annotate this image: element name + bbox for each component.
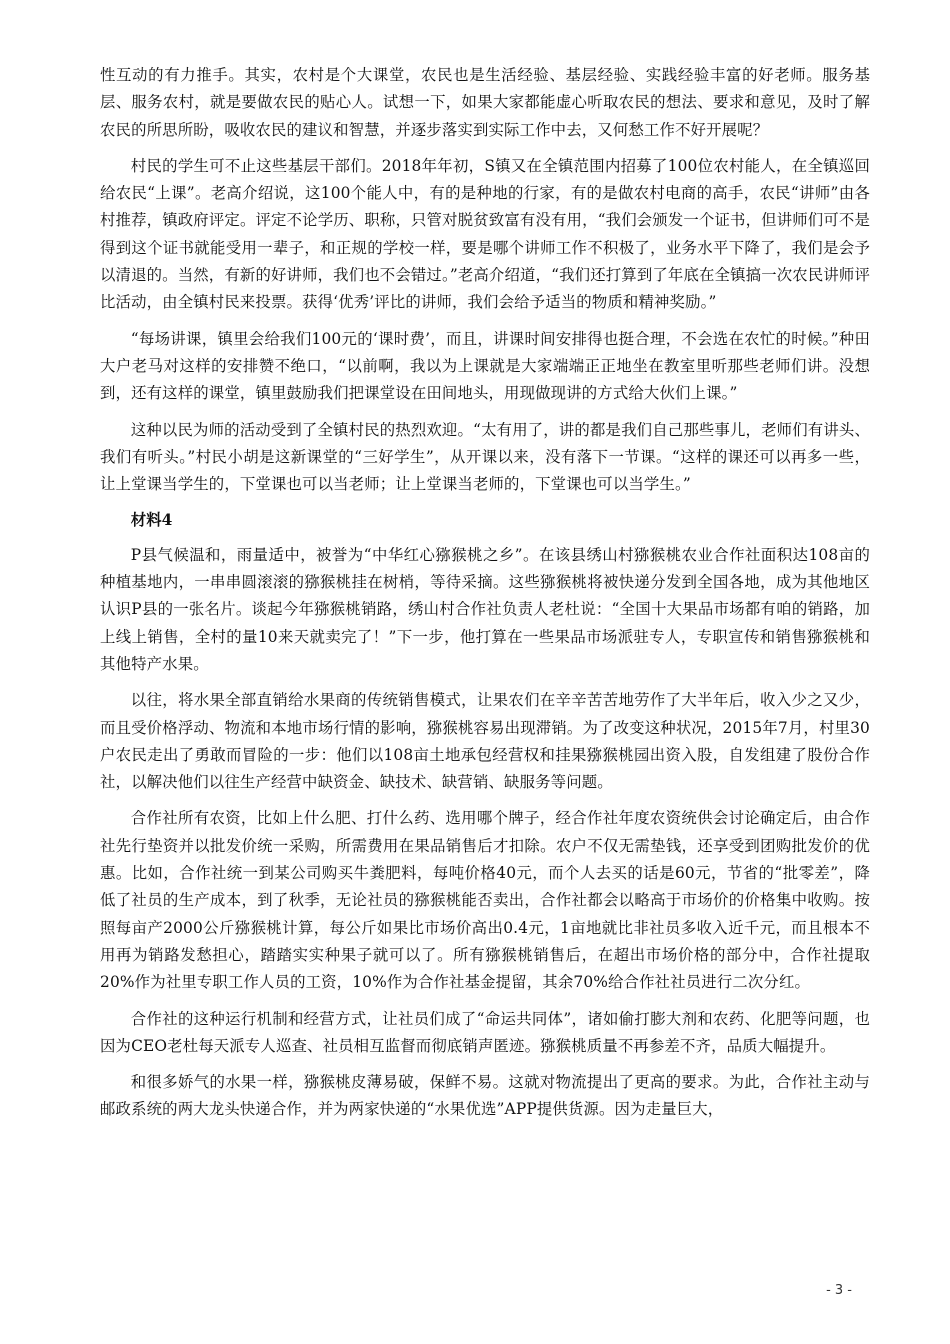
paragraph-lecture-fee: “每场讲课，镇里会给我们100元的‘课时费’，而且，讲课时间安排得也挺合理，不会选在农忙的时候。”种田大户老马对这样的安排赞不绝口，“以前啊，我以为上课就是大家端端正正地坐在教室里听那些老师们讲。没想到，还有这样的课堂，镇里鼓励我们把课堂设在田间地头，用现做现讲的方式给大伙们上课。”	[100, 329, 870, 403]
paragraph-cooperative-founding: 以往，将水果全部直销给水果商的传统销售模式，让果农们在辛辛苦苦地劳作了大半年后，收入少之又少，而且受价格浮动、物流和本地市场行情的影响，猕猴桃容易出现滞销。为了改变这种状况，2015年7月，村里30户农民走出了勇敢而冒险的一步：他们以108亩土地承包经营权和挂果猕猴桃园出资入股，自发组建了股份合作社，以解决他们以往生产经营中缺资金、缺技术、缺营销、缺服务等问题。	[100, 691, 870, 792]
section-heading: 材料4	[130, 511, 173, 530]
paragraph-logistics: 和很多娇气的水果一样，猕猴桃皮薄易破，保鲜不易。这就对物流提出了更高的要求。为此，合作社主动与邮政系统的两大龙头快递合作，并为两家快递的“水果优选”APP提供货源。因为走量巨大，	[100, 1073, 870, 1119]
paragraph-community-of-destiny: 合作社的这种运行机制和经营方式，让社员们成了“命运共同体”，诸如偷打膨大剂和农药、化肥等问题，也因为CEO老杜每天派专人巡查、社员相互监督而彻底销声匿迹。猕猴桃质量不再参差不齐，品质大幅提升。	[100, 1009, 870, 1055]
page-number: - 3 -	[826, 1283, 852, 1298]
paragraph-villager-welcome: 这种以民为师的活动受到了全镇村民的热烈欢迎。“太有用了，讲的都是我们自己那些事儿，老师们有讲头、我们有听头。”村民小胡是这新课堂的“三好学生”，从开课以来，没有落下一节课。“这样的课还可以再多一些，让上堂课当学生的，下堂课也可以当老师；让上堂课当老师的，下堂课也可以当学生。”	[100, 420, 870, 494]
paragraph-kiwifruit-base: P县气候温和，雨量适中，被誉为“中华红心猕猴桃之乡”。在该县绣山村猕猴桃农业合作社面积达108亩的种植基地内，一串串圆滚滚的猕猴桃挂在树梢，等待采摘。这些猕猴桃将被快递分发到全国各地，成为其他地区认识P县的一张名片。谈起今年猕猴桃销路，绣山村合作社负责人老杜说：“全国十大果品市场都有咱的销路，加上线上销售，全村的量10来天就卖完了！”下一步，他打算在一些果品市场派驻专人，专职宣传和销售猕猴桃和其他特产水果。	[100, 545, 870, 673]
paragraph-cooperative-purchasing: 合作社所有农资，比如上什么肥、打什么药、选用哪个牌子，经合作社年度农资统供会讨论确定后，由合作社先行垫资并以批发价统一采购，所需费用在果品销售后才扣除。农户不仅无需垫钱，还享受到团购批发价的优惠。比如，合作社统一到某公司购买牛粪肥料，每吨价格40元，而个人去买的话是60元，节省的“批零差”，降低了社员的生产成本，到了秋季，无论社员的猕猴桃能否卖出，合作社都会以略高于市场价的价格集中收购。按照每亩产2000公斤猕猴桃计算，每公斤如果比市场价高出0.4元，1亩地就比非社员多收入近千元，而且根本不用再为销路发愁担心，踏踏实实种果子就可以了。所有猕猴桃销售后，在超出市场价格的部分中，合作社提取20%作为社里专职工作人员的工资，10%作为合作社基金提留，其余70%给合作社社员进行二次分红。	[100, 809, 870, 992]
paragraph-rural-lecturers: 村民的学生可不止这些基层干部们。2018年年初，S镇又在全镇范围内招募了100位农村能人，在全镇巡回给农民“上课”。老高介绍说，这100个能人中，有的是种地的行家，有的是做农村电商的高手，农民“讲师”由各村推荐，镇政府评定。评定不论学历、职称，只管对脱贫致富有没有用，“我们会颁发一个证书，但讲师们可不是得到这个证书就能受用一辈子，和正规的学校一样，要是哪个讲师工作不积极了，业务水平下降了，我们是会予以清退的。当然，有新的好讲师，我们也不会错过。”老高介绍道，“我们还打算到了年底在全镇搞一次农民讲师评比活动，由全镇村民来投票。获得‘优秀’评比的讲师，我们会给予适当的物质和精神奖励。”	[100, 156, 870, 312]
document-page	[100, 62, 870, 1133]
paragraph-continued: 性互动的有力推手。其实，农村是个大课堂，农民也是生活经验、基层经验、实践经验丰富的好老师。服务基层、服务农村，就是要做农民的贴心人。试想一下，如果大家都能虚心听取农民的想法、要求和意见，及时了解农民的所思所盼，吸收农民的建议和智慧，并逐步落实到实际工作中去，又何愁工作不好开展呢？	[100, 66, 870, 139]
